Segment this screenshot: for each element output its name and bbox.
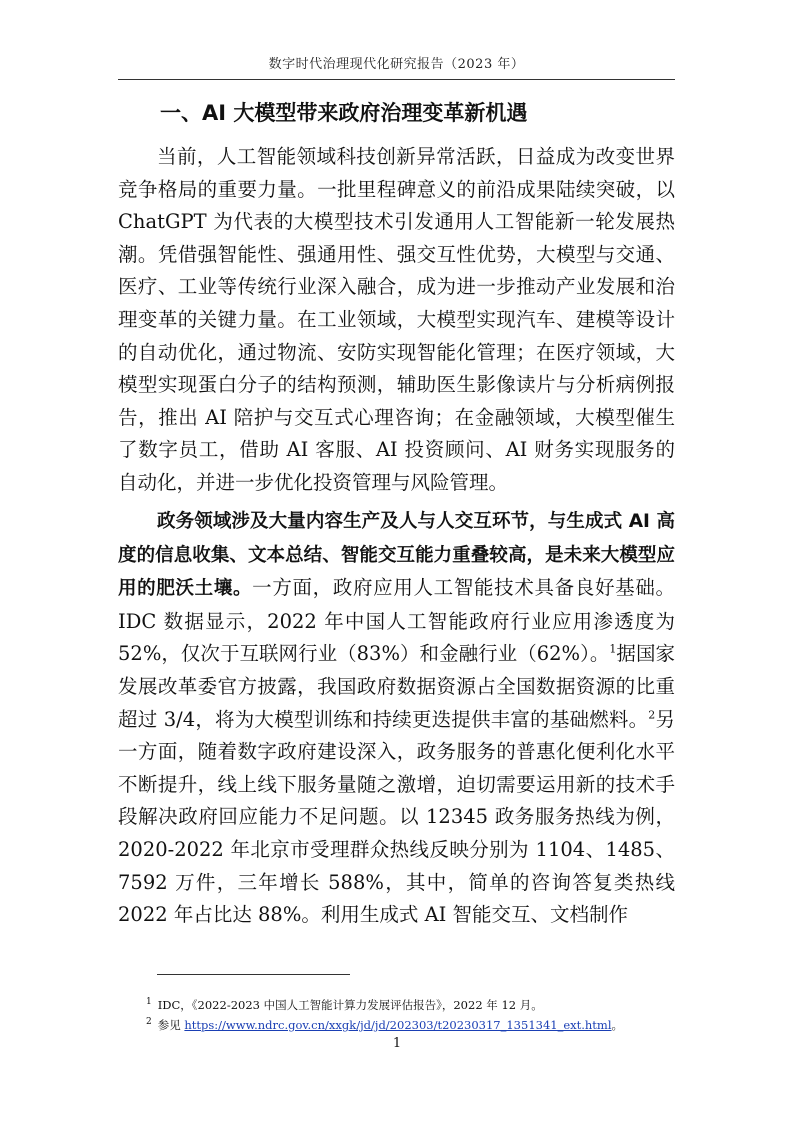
footnote-text: IDC，《2022-2023 中国人工智能计算力发展评估报告》，2022 年 12 月。 (157, 997, 543, 1012)
footnote-number: 1 (146, 997, 152, 1007)
page-number: 1 (392, 1036, 402, 1051)
section-heading: 一、AI 大模型带来政府治理变革新机遇 (160, 101, 528, 125)
footnote-1 (146, 994, 686, 1014)
paragraph-bold-lead: 政务领域涉及大量内容生产及人与人交互环节，与生成式 AI 高度的信息收集、文本总结、智能交互能力重叠较高，是未来大模型应用的肥沃土壤。 (118, 511, 675, 600)
header-rule (118, 79, 675, 80)
footnotes (146, 994, 686, 1034)
body-paragraph-2 (118, 505, 675, 932)
paragraph-text-segment: 据国家发展改革委官方披露，我国政府数据资源占全国数据资源的比重超过 3/4，将为大模型训练和持续更迭提供丰富的基础燃料。 (118, 642, 675, 731)
running-header: 数字时代治理现代化研究报告（2023 年） (268, 57, 525, 72)
footnote-ref-2[interactable]: 2 (648, 708, 656, 722)
paragraph-text-segment: 一方面，政府应用人工智能技术具备良好基础。IDC 数据显示，2022 年中国人工智能政府行业应用渗透度为 52%，仅次于互联网行业（83%）和金融行业（62%）。 (118, 576, 675, 666)
paragraph-text-segment: 另一方面，随着数字政府建设深入，政务服务的普惠化便利化水平不断提升，线上线下服务量随之激增，迫切需要运用新的技术手段解决政府回应能力不足问题。以 12345 政务服务热线为例，2020-2022 年北京市受理群众热线反映分别为 1104、1485、7592 万件，三年增长 588%，其中，简单的咨询答复类热线 2022 年占比达 88%。利用生成式 AI 智能交互、文档制作 (118, 707, 675, 927)
footnote-separator (157, 974, 350, 975)
footnote-link[interactable]: https://www.ndrc.gov.cn/xxgk/jd/jd/202303/t20230317_1351341_ext.html (184, 1017, 612, 1032)
footnote-prefix: 参见 (157, 1017, 185, 1032)
footnote-ref-1[interactable]: 1 (609, 642, 617, 656)
footnote-suffix: 。 (611, 1017, 624, 1032)
body-paragraph-1: 当前，人工智能领域科技创新异常活跃，日益成为改变世界竞争格局的重要力量。一批里程碑意义的前沿成果陆续突破，以 ChatGPT 为代表的大模型技术引发通用人工智能新一轮发展热潮。凭借强智能性、强通用性、强交互性优势，大模型与交通、医疗、工业等传统行业深入融合，成为进一步推动产业发展和治理变革的关键力量。在工业领域，大模型实现汽车、建模等设计的自动优化，通过物流、安防实现智能化管理；在医疗领域，大模型实现蛋白分子的结构预测，辅助医生影像读片与分析病例报告，推出 AI 陪护与交互式心理咨询；在金融领域，大模型催生了数字员工，借助 AI 客服、AI 投资顾问、AI 财务实现服务的自动化，并进一步优化投资管理与风险管理。 (118, 145, 675, 494)
footnote-2 (146, 1014, 686, 1034)
footnote-number: 2 (146, 1016, 152, 1027)
